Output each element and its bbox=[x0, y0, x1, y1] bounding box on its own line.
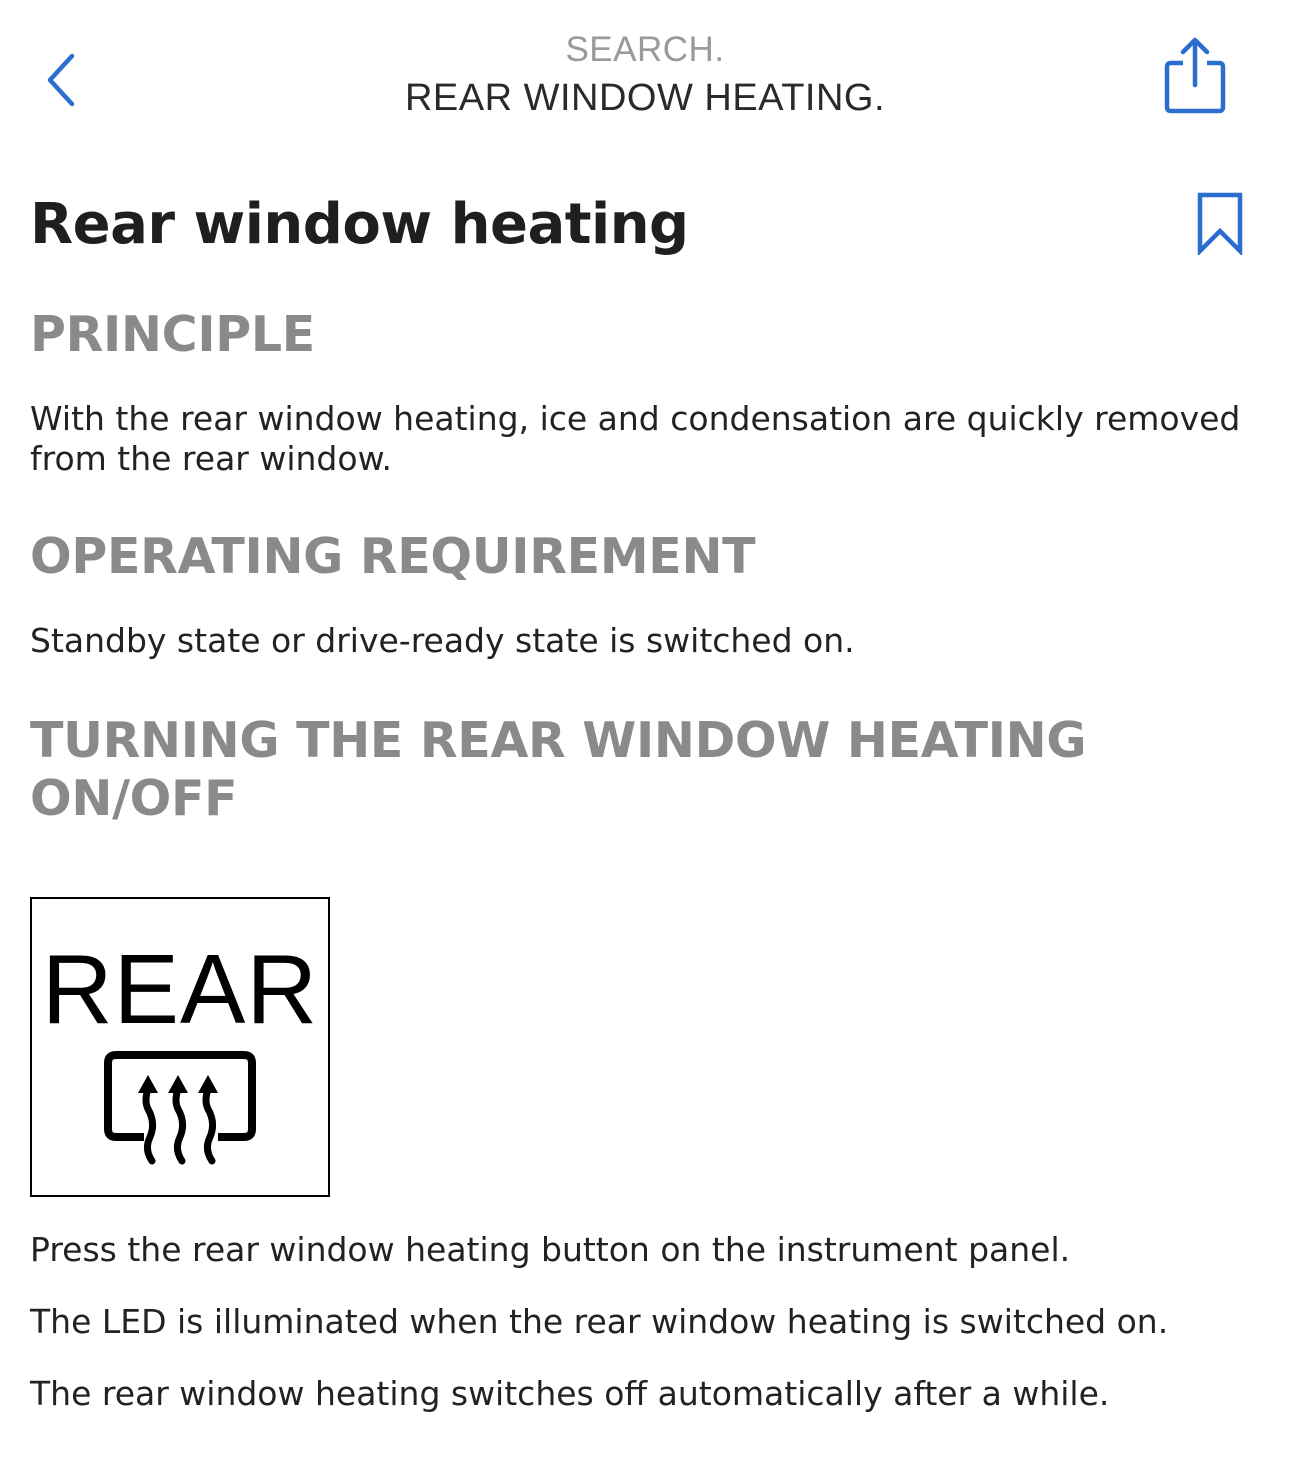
back-button[interactable] bbox=[30, 45, 90, 115]
page-title: Rear window heating bbox=[30, 192, 689, 257]
header-breadcrumb: SEARCH. bbox=[565, 30, 725, 69]
section-text-led-illuminated: The LED is illuminated when the rear window heating is switched on. bbox=[30, 1302, 1169, 1341]
section-heading-operating-requirement: OPERATING REQUIREMENT bbox=[30, 528, 756, 585]
rear-button-figure bbox=[30, 897, 330, 1197]
share-button[interactable] bbox=[1150, 30, 1240, 120]
section-text-auto-off: The rear window heating switches off automatically after a while. bbox=[30, 1374, 1110, 1413]
bookmark-icon bbox=[1196, 191, 1244, 255]
section-heading-turning-on-off: TURNING THE REAR WINDOW HEATING ON/OFF bbox=[30, 712, 1087, 827]
section-text-principle: With the rear window heating, ice and condensation are quickly removed from the rear window. bbox=[30, 399, 1241, 478]
bookmark-button[interactable] bbox=[1190, 188, 1250, 258]
rear-defrost-icon bbox=[102, 1049, 258, 1169]
header-title: REAR WINDOW HEATING. bbox=[404, 77, 886, 119]
section-heading-principle: PRINCIPLE bbox=[30, 306, 315, 363]
top-navigation-bar bbox=[0, 0, 1290, 150]
chevron-left-icon bbox=[40, 50, 80, 110]
rear-button-label: REAR bbox=[41, 934, 319, 1044]
share-icon bbox=[1163, 35, 1227, 115]
header-titles bbox=[245, 28, 1045, 124]
section-text-press-button: Press the rear window heating button on the instrument panel. bbox=[30, 1230, 1071, 1269]
section-text-operating-requirement: Standby state or drive-ready state is switched on. bbox=[30, 621, 855, 660]
